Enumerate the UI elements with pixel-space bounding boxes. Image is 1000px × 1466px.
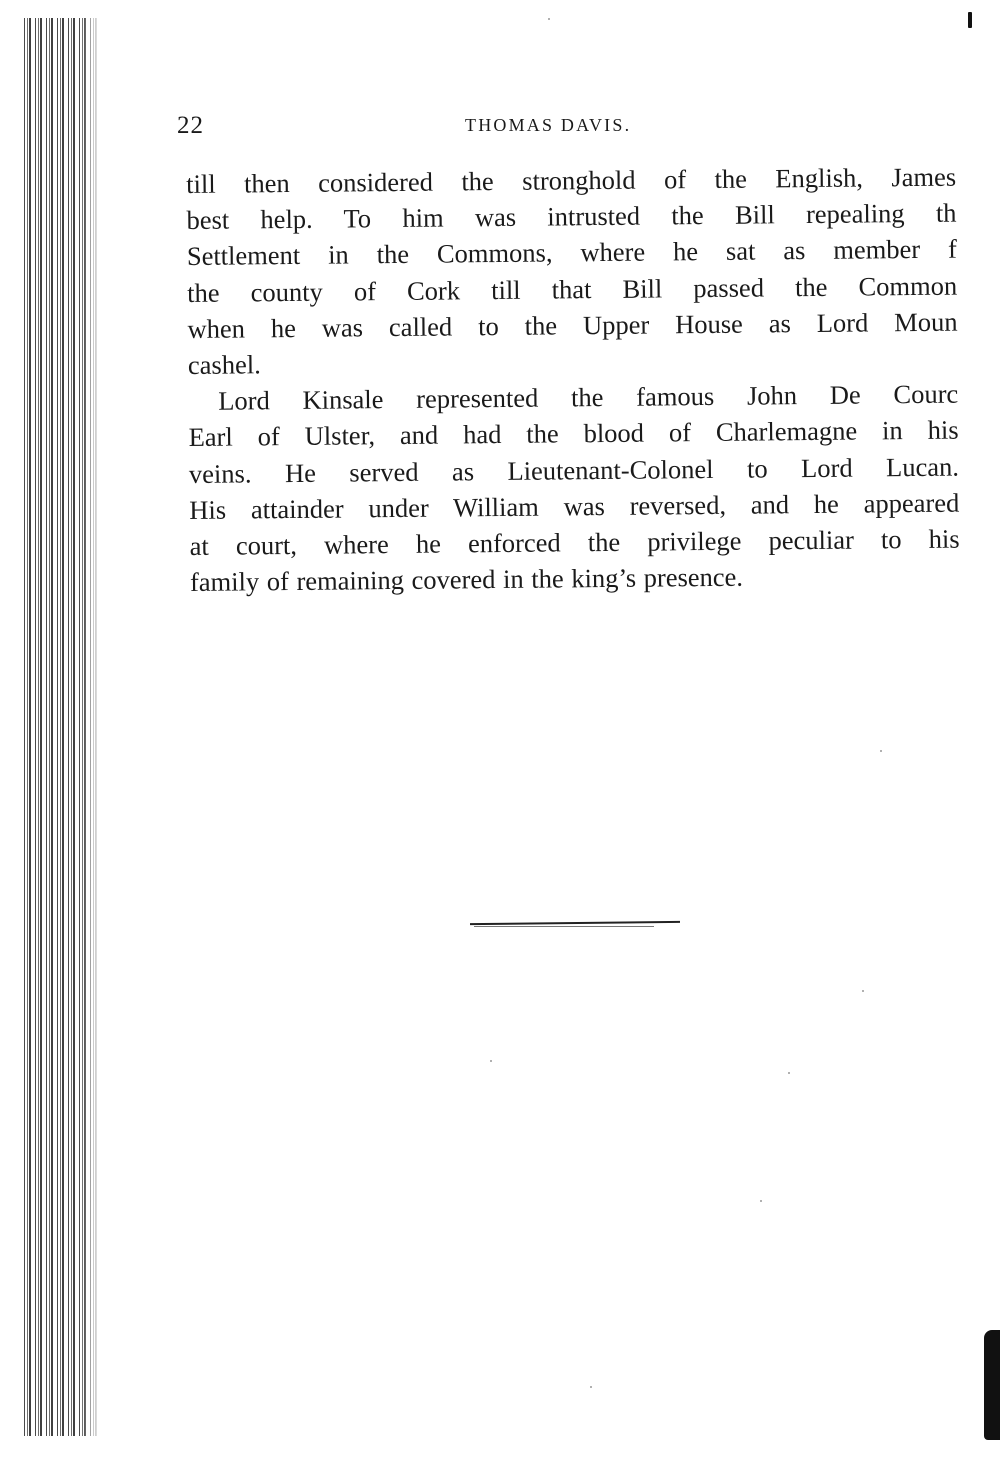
text-line: veins. He served as Lieutenant-Colonel to Lord Lucan.	[188, 451, 960, 489]
paragraph-2	[188, 376, 960, 601]
text-line: family of remaining covered in the king’s presence.	[189, 561, 744, 598]
text-line: best help. To him was intrusted the Bill repealing th	[186, 197, 957, 236]
text-line: the county of Cork till that Bill passed the Common	[187, 270, 958, 308]
text-line: when he was called to the Upper House as Lord Moun	[187, 306, 958, 344]
scan-speck	[788, 1072, 790, 1074]
binding-shadow	[82, 18, 100, 1436]
body-text	[186, 159, 960, 601]
text-line: Earl of Ulster, and had the blood of Charlemagne in his	[188, 415, 959, 453]
running-title: THOMAS DAVIS.	[465, 115, 632, 135]
scan-speck	[880, 750, 882, 752]
scan-edge-mark-top	[968, 12, 972, 28]
text-line: at court, where he enforced the privilege peculiar to his	[189, 523, 960, 562]
running-head	[0, 112, 1000, 142]
scan-speck	[862, 990, 864, 992]
text-line: Lord Kinsale represented the famous John De Courc	[218, 378, 959, 416]
scan-speck	[760, 1200, 762, 1202]
paragraph-1	[186, 159, 958, 384]
text-line: cashel.	[187, 349, 261, 381]
rule-line-faint	[474, 926, 654, 927]
scan-speck	[490, 1060, 492, 1062]
section-end-rule	[470, 920, 680, 928]
page-number: 22	[177, 112, 204, 139]
scan-edge-mark-bottom	[984, 1330, 1000, 1440]
scan-speck	[548, 18, 550, 20]
text-line: His attainder under William was reversed, and he appeared	[189, 487, 960, 525]
scan-speck	[590, 1386, 592, 1388]
text-line: till then considered the stronghold of the English, James	[186, 161, 957, 199]
text-line: Settlement in the Commons, where he sat as member f	[186, 234, 957, 272]
rule-line-main	[470, 921, 680, 925]
